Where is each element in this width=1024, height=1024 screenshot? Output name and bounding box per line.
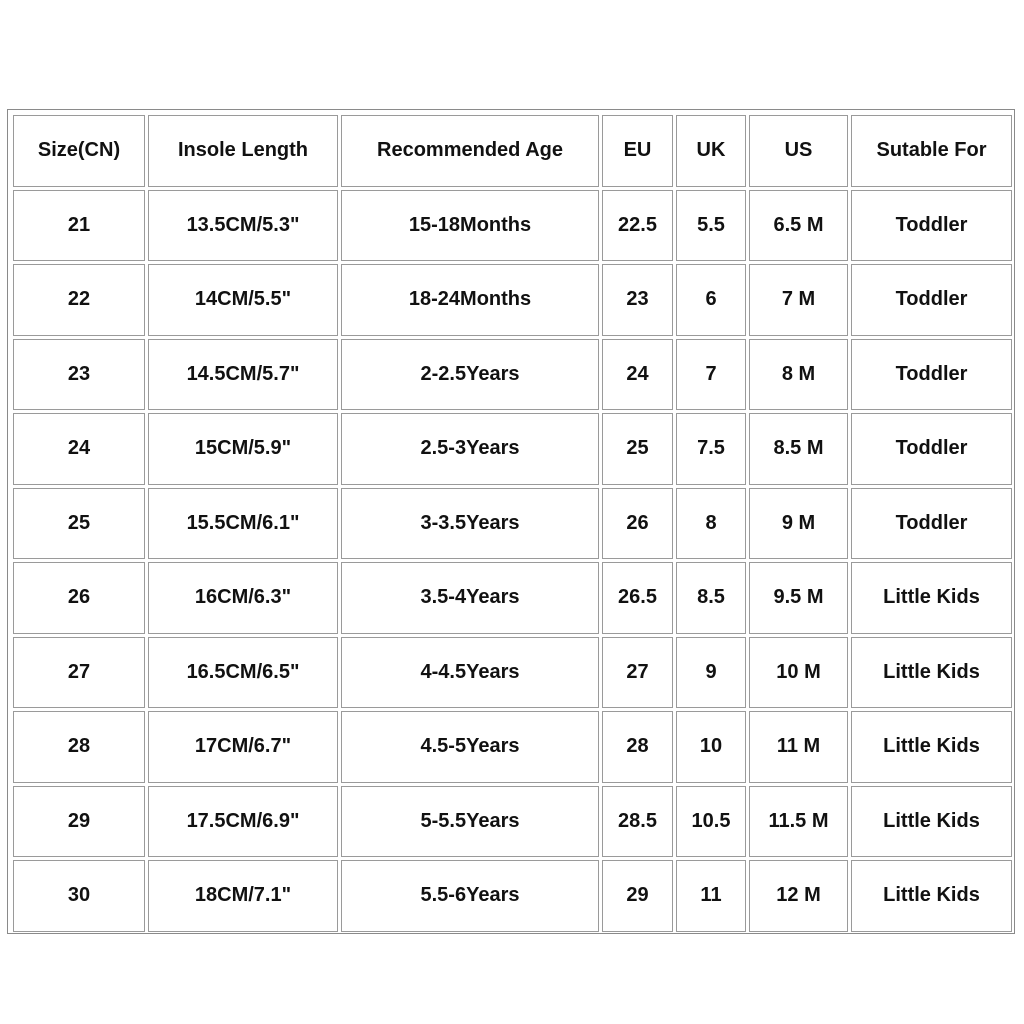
cell-suitable-for: Little Kids (851, 786, 1012, 858)
size-chart-table (10, 112, 1015, 935)
cell-recommended-age: 15-18Months (341, 190, 599, 262)
cell-insole-length: 17.5CM/6.9" (148, 786, 338, 858)
cell-eu: 23 (602, 264, 673, 336)
table-row (13, 562, 1012, 634)
cell-eu: 28 (602, 711, 673, 783)
header-uk: UK (676, 115, 746, 187)
cell-uk: 10.5 (676, 786, 746, 858)
cell-eu: 24 (602, 339, 673, 411)
table-row (13, 860, 1012, 932)
cell-eu: 26 (602, 488, 673, 560)
cell-recommended-age: 4-4.5Years (341, 637, 599, 709)
table-row (13, 264, 1012, 336)
cell-us: 10 M (749, 637, 848, 709)
cell-us: 6.5 M (749, 190, 848, 262)
cell-suitable-for: Toddler (851, 488, 1012, 560)
table-row (13, 190, 1012, 262)
cell-uk: 9 (676, 637, 746, 709)
cell-insole-length: 16.5CM/6.5" (148, 637, 338, 709)
cell-us: 11 M (749, 711, 848, 783)
header-suitable-for: Sutable For (851, 115, 1012, 187)
cell-eu: 28.5 (602, 786, 673, 858)
cell-suitable-for: Little Kids (851, 711, 1012, 783)
cell-uk: 7.5 (676, 413, 746, 485)
cell-size-cn: 27 (13, 637, 145, 709)
cell-us: 9.5 M (749, 562, 848, 634)
cell-us: 11.5 M (749, 786, 848, 858)
cell-eu: 22.5 (602, 190, 673, 262)
cell-suitable-for: Toddler (851, 339, 1012, 411)
header-insole-length: Insole Length (148, 115, 338, 187)
cell-insole-length: 15.5CM/6.1" (148, 488, 338, 560)
cell-insole-length: 17CM/6.7" (148, 711, 338, 783)
cell-recommended-age: 2.5-3Years (341, 413, 599, 485)
cell-insole-length: 18CM/7.1" (148, 860, 338, 932)
cell-size-cn: 24 (13, 413, 145, 485)
cell-recommended-age: 5-5.5Years (341, 786, 599, 858)
cell-us: 12 M (749, 860, 848, 932)
header-size-cn: Size(CN) (13, 115, 145, 187)
size-chart-frame (7, 109, 1015, 934)
table-row (13, 786, 1012, 858)
cell-recommended-age: 3-3.5Years (341, 488, 599, 560)
cell-suitable-for: Toddler (851, 190, 1012, 262)
cell-us: 7 M (749, 264, 848, 336)
cell-recommended-age: 3.5-4Years (341, 562, 599, 634)
cell-size-cn: 26 (13, 562, 145, 634)
cell-uk: 11 (676, 860, 746, 932)
cell-recommended-age: 18-24Months (341, 264, 599, 336)
table-row (13, 637, 1012, 709)
cell-eu: 26.5 (602, 562, 673, 634)
cell-uk: 8 (676, 488, 746, 560)
cell-size-cn: 29 (13, 786, 145, 858)
cell-recommended-age: 4.5-5Years (341, 711, 599, 783)
cell-insole-length: 16CM/6.3" (148, 562, 338, 634)
cell-suitable-for: Toddler (851, 413, 1012, 485)
cell-uk: 10 (676, 711, 746, 783)
cell-size-cn: 23 (13, 339, 145, 411)
cell-size-cn: 22 (13, 264, 145, 336)
cell-insole-length: 14CM/5.5" (148, 264, 338, 336)
cell-insole-length: 14.5CM/5.7" (148, 339, 338, 411)
cell-eu: 25 (602, 413, 673, 485)
cell-size-cn: 21 (13, 190, 145, 262)
cell-recommended-age: 5.5-6Years (341, 860, 599, 932)
cell-uk: 6 (676, 264, 746, 336)
cell-suitable-for: Little Kids (851, 637, 1012, 709)
cell-eu: 29 (602, 860, 673, 932)
cell-uk: 7 (676, 339, 746, 411)
cell-suitable-for: Toddler (851, 264, 1012, 336)
cell-recommended-age: 2-2.5Years (341, 339, 599, 411)
cell-eu: 27 (602, 637, 673, 709)
cell-uk: 5.5 (676, 190, 746, 262)
header-us: US (749, 115, 848, 187)
cell-suitable-for: Little Kids (851, 860, 1012, 932)
cell-insole-length: 13.5CM/5.3" (148, 190, 338, 262)
cell-us: 9 M (749, 488, 848, 560)
cell-size-cn: 30 (13, 860, 145, 932)
table-row (13, 339, 1012, 411)
cell-size-cn: 25 (13, 488, 145, 560)
cell-uk: 8.5 (676, 562, 746, 634)
cell-us: 8.5 M (749, 413, 848, 485)
table-row (13, 413, 1012, 485)
header-recommended-age: Recommended Age (341, 115, 599, 187)
table-header-row (13, 115, 1012, 187)
cell-insole-length: 15CM/5.9" (148, 413, 338, 485)
cell-suitable-for: Little Kids (851, 562, 1012, 634)
cell-size-cn: 28 (13, 711, 145, 783)
table-row (13, 488, 1012, 560)
header-eu: EU (602, 115, 673, 187)
cell-us: 8 M (749, 339, 848, 411)
table-row (13, 711, 1012, 783)
